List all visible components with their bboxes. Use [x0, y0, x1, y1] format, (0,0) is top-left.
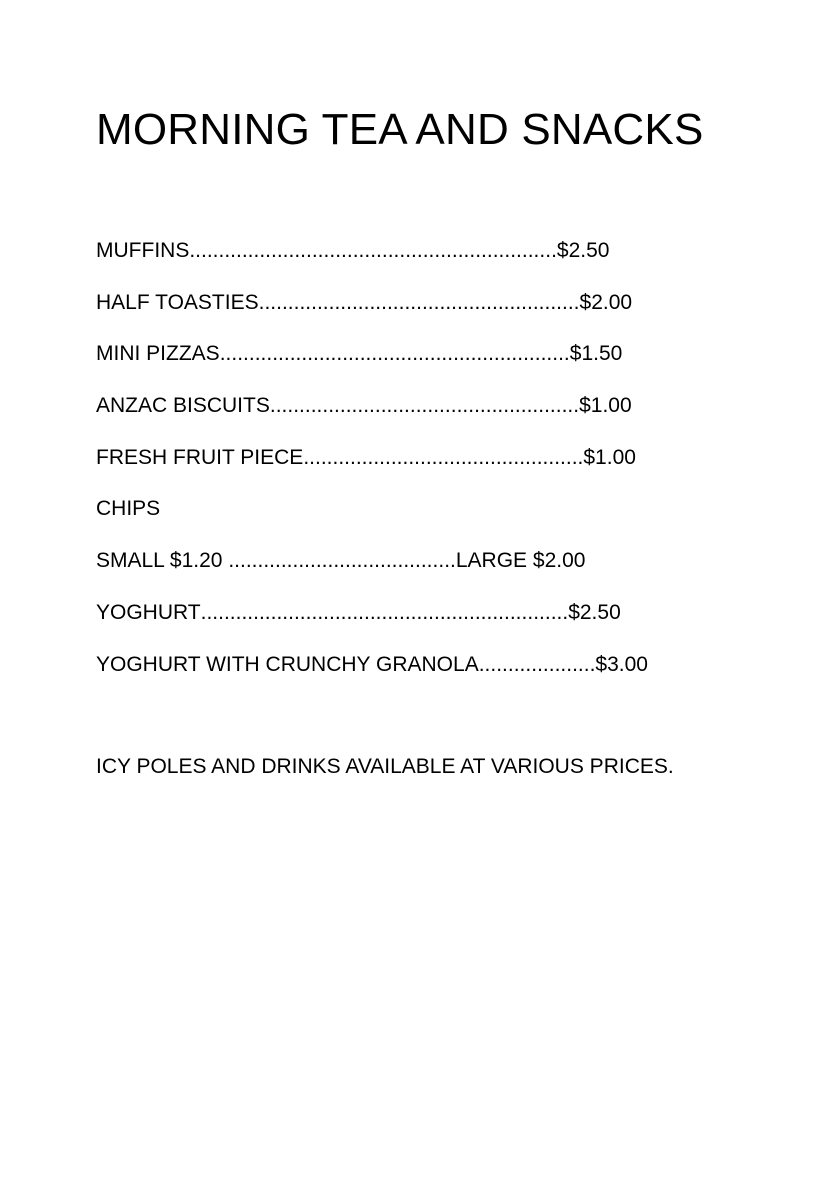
menu-item-chips: [96, 494, 696, 546]
item-name: MUFFINS: [96, 239, 190, 262]
item-price: $2.50: [556, 239, 610, 262]
item-name: SMALL $1.20: [96, 549, 229, 573]
item-name: FRESH FRUIT PIECE: [96, 445, 304, 469]
dot-leader: .....................................................: [269, 394, 580, 418]
footer-note: ICY POLES AND DRINKS AVAILABLE AT VARIOUS PRICES.: [96, 755, 674, 778]
dot-leader: ...............................................................: [189, 239, 557, 262]
menu-item-anzac-biscuits: [96, 391, 696, 443]
item-price: $2.50: [568, 600, 621, 624]
menu-item-chips-sizes: [96, 546, 696, 598]
menu-item-fresh-fruit: [96, 443, 696, 495]
item-name: CHIPS: [96, 497, 161, 521]
item-price: $3.00: [595, 652, 648, 676]
menu-item-yoghurt-granola: [96, 650, 696, 702]
dot-leader: ................................................: [303, 445, 584, 469]
dot-leader: .......................................: [228, 549, 456, 573]
item-name: YOGHURT: [96, 600, 201, 624]
item-name: MINI PIZZAS: [96, 342, 220, 366]
dot-leader: .......................................................: [258, 290, 580, 314]
dot-leader: ............................................................: [219, 342, 570, 366]
item-name: HALF TOASTIES: [96, 290, 259, 314]
item-name: ANZAC BISCUITS: [96, 394, 270, 418]
menu-item-yoghurt: [96, 598, 696, 650]
menu-list: [96, 236, 696, 701]
menu-item-muffins: [96, 236, 696, 288]
item-price: $1.00: [583, 445, 636, 469]
item-price: $1.50: [569, 342, 623, 366]
dot-leader: ....................: [478, 652, 596, 676]
menu-item-mini-pizzas: [96, 339, 696, 391]
item-price: $1.00: [579, 394, 632, 418]
item-name: YOGHURT WITH CRUNCHY GRANOLA: [96, 652, 479, 676]
item-price: $2.00: [579, 290, 633, 314]
dot-leader: ...............................................................: [200, 600, 569, 624]
item-price: LARGE $2.00: [455, 549, 586, 573]
page-title: MORNING TEA AND SNACKS: [96, 105, 704, 154]
menu-item-half-toasties: [96, 288, 696, 340]
